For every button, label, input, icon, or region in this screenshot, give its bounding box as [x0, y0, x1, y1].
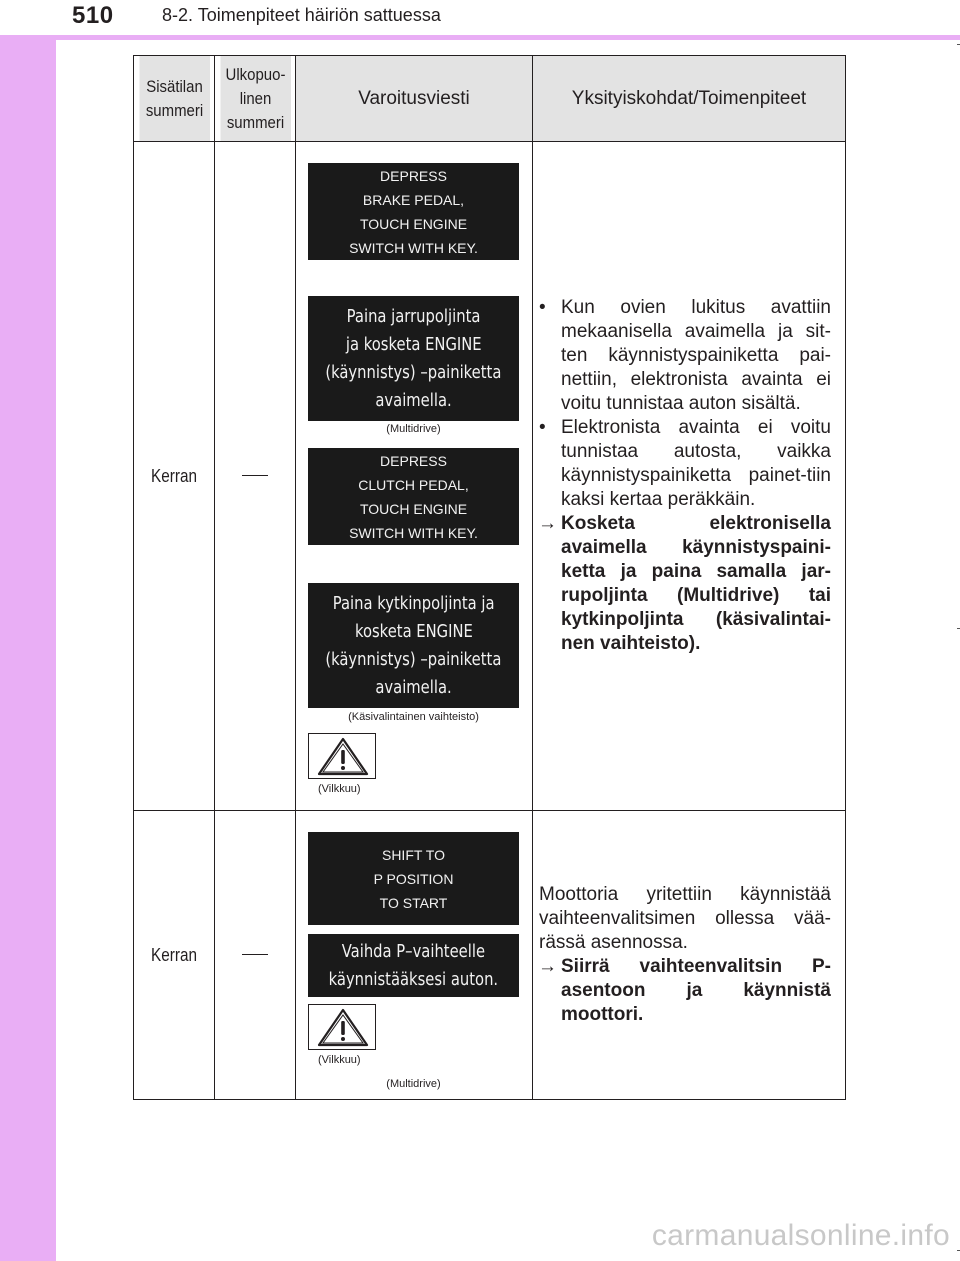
display-line: kosketa ENGINE: [354, 620, 473, 642]
header-interior-buzzer: [138, 56, 209, 142]
interior-buzzer-cell: [134, 142, 215, 811]
arrow-icon: →: [538, 956, 557, 977]
dash-mark: [242, 475, 268, 476]
header-exterior-buzzer: [219, 56, 290, 142]
action-text: Kosketa elektronisella avaimella käynnistyspaini-ketta ja paina samalla jar-rupoljinta (Multidrive) tai kytkinpoljinta (käsivalintai-nen vaihteisto).: [561, 513, 831, 654]
display-line: BRAKE PEDAL,: [362, 191, 465, 208]
display-line: avaimella.: [375, 389, 452, 411]
caption-blinking: (Vilkkuu): [318, 1054, 361, 1066]
caption-multidrive: (Multidrive): [386, 1078, 441, 1090]
buzzer-value: Kerran: [151, 944, 197, 965]
warning-message-table: [133, 55, 846, 1100]
caption-manual-transmission: (Käsivalintainen vaihteisto): [348, 711, 479, 723]
display-line: DEPRESS: [380, 452, 447, 469]
header-text: summeri: [145, 100, 203, 120]
display-clutch-pedal-en: [308, 448, 519, 545]
side-color-strip: [0, 0, 56, 1261]
warning-display-cell: [296, 811, 533, 1100]
display-line: SHIFT TO: [381, 846, 445, 863]
detail-bullet: [539, 416, 831, 512]
dash-mark: [242, 954, 268, 955]
header-details-actions: Yksityiskohdat/Toimenpiteet: [533, 56, 846, 142]
detail-description: Moottoria yritettiin käynnistää vaihteenvalitsimen ollessa vää-rässä asennossa.: [539, 884, 831, 953]
bullet-text: Kun ovien lukitus avattiin mekaanisella avaimella ja sit-ten käynnistyspainiketta pai-nettiin, elektronista avainta ei voitu tunnistaa auton sisältä.: [561, 297, 831, 414]
header-text: Ulkopuo-: [225, 64, 285, 84]
display-line: SWITCH WITH KEY.: [349, 524, 478, 541]
warning-triangle-icon: [308, 1004, 376, 1050]
action-text: Siirrä vaihteenvalitsin P-asentoon ja käynnistä moottori.: [561, 956, 831, 1025]
header-text: linen: [239, 88, 271, 108]
interior-buzzer-cell: [134, 811, 215, 1100]
table-header-row: [134, 56, 846, 142]
display-line: (käynnistys) –painiketta: [325, 648, 502, 670]
bullet-mark: •: [539, 417, 546, 438]
arrow-icon: →: [538, 513, 557, 534]
display-line: ja kosketa ENGINE: [345, 333, 482, 355]
table-row: [134, 811, 846, 1100]
watermark: carmanualsonline.info: [651, 1219, 950, 1252]
section-title: 8-2. Toimenpiteet häiriön sattuessa: [162, 5, 441, 25]
display-line: TO START: [379, 894, 448, 911]
display-line: CLUTCH PEDAL,: [358, 476, 469, 493]
display-line: P POSITION: [373, 870, 454, 887]
exterior-buzzer-cell: [215, 811, 296, 1100]
header-text: Sisätilan: [145, 76, 203, 96]
display-line: DEPRESS: [380, 167, 447, 184]
exterior-buzzer-cell: [215, 142, 296, 811]
display-line: avaimella.: [375, 676, 452, 698]
display-line: TOUCH ENGINE: [359, 500, 468, 517]
header-divider: [0, 35, 960, 40]
display-clutch-pedal-fi: [308, 583, 519, 708]
display-brake-pedal-fi: [308, 296, 519, 421]
caption-blinking: (Vilkkuu): [318, 783, 361, 795]
caption-multidrive: (Multidrive): [386, 423, 441, 435]
display-line: Paina jarrupoljinta: [346, 305, 481, 327]
warning-triangle-icon: [308, 733, 376, 779]
display-line: TOUCH ENGINE: [359, 215, 468, 232]
action-instruction: [539, 512, 831, 656]
page-header: [0, 0, 960, 35]
action-instruction: [539, 955, 831, 1027]
display-line: Vaihda P–vaihteelle: [341, 940, 486, 962]
display-shift-fi: [308, 934, 519, 997]
buzzer-value: Kerran: [151, 465, 197, 486]
display-line: Paina kytkinpoljinta ja: [332, 592, 495, 614]
detail-bullet: [539, 296, 831, 416]
header-text: summeri: [226, 112, 284, 132]
details-cell: [533, 142, 846, 811]
display-shift-en: [308, 832, 519, 925]
table-row: [134, 142, 846, 811]
display-line: SWITCH WITH KEY.: [349, 239, 478, 256]
page-number: 510: [72, 2, 114, 29]
display-line: käynnistääksesi auton.: [328, 968, 499, 990]
display-brake-pedal-en: [308, 163, 519, 260]
display-line: (käynnistys) –painiketta: [325, 361, 502, 383]
warning-display-cell: [296, 142, 533, 811]
header-warning-message: Varoitusviesti: [296, 56, 533, 142]
details-cell: [533, 811, 846, 1100]
bullet-mark: •: [539, 297, 546, 318]
bullet-text: Elektronista avainta ei voitu tunnistaa autosta, vaikka käynnistyspainiketta painet-tiin kaksi kertaa peräkkäin.: [561, 417, 831, 510]
